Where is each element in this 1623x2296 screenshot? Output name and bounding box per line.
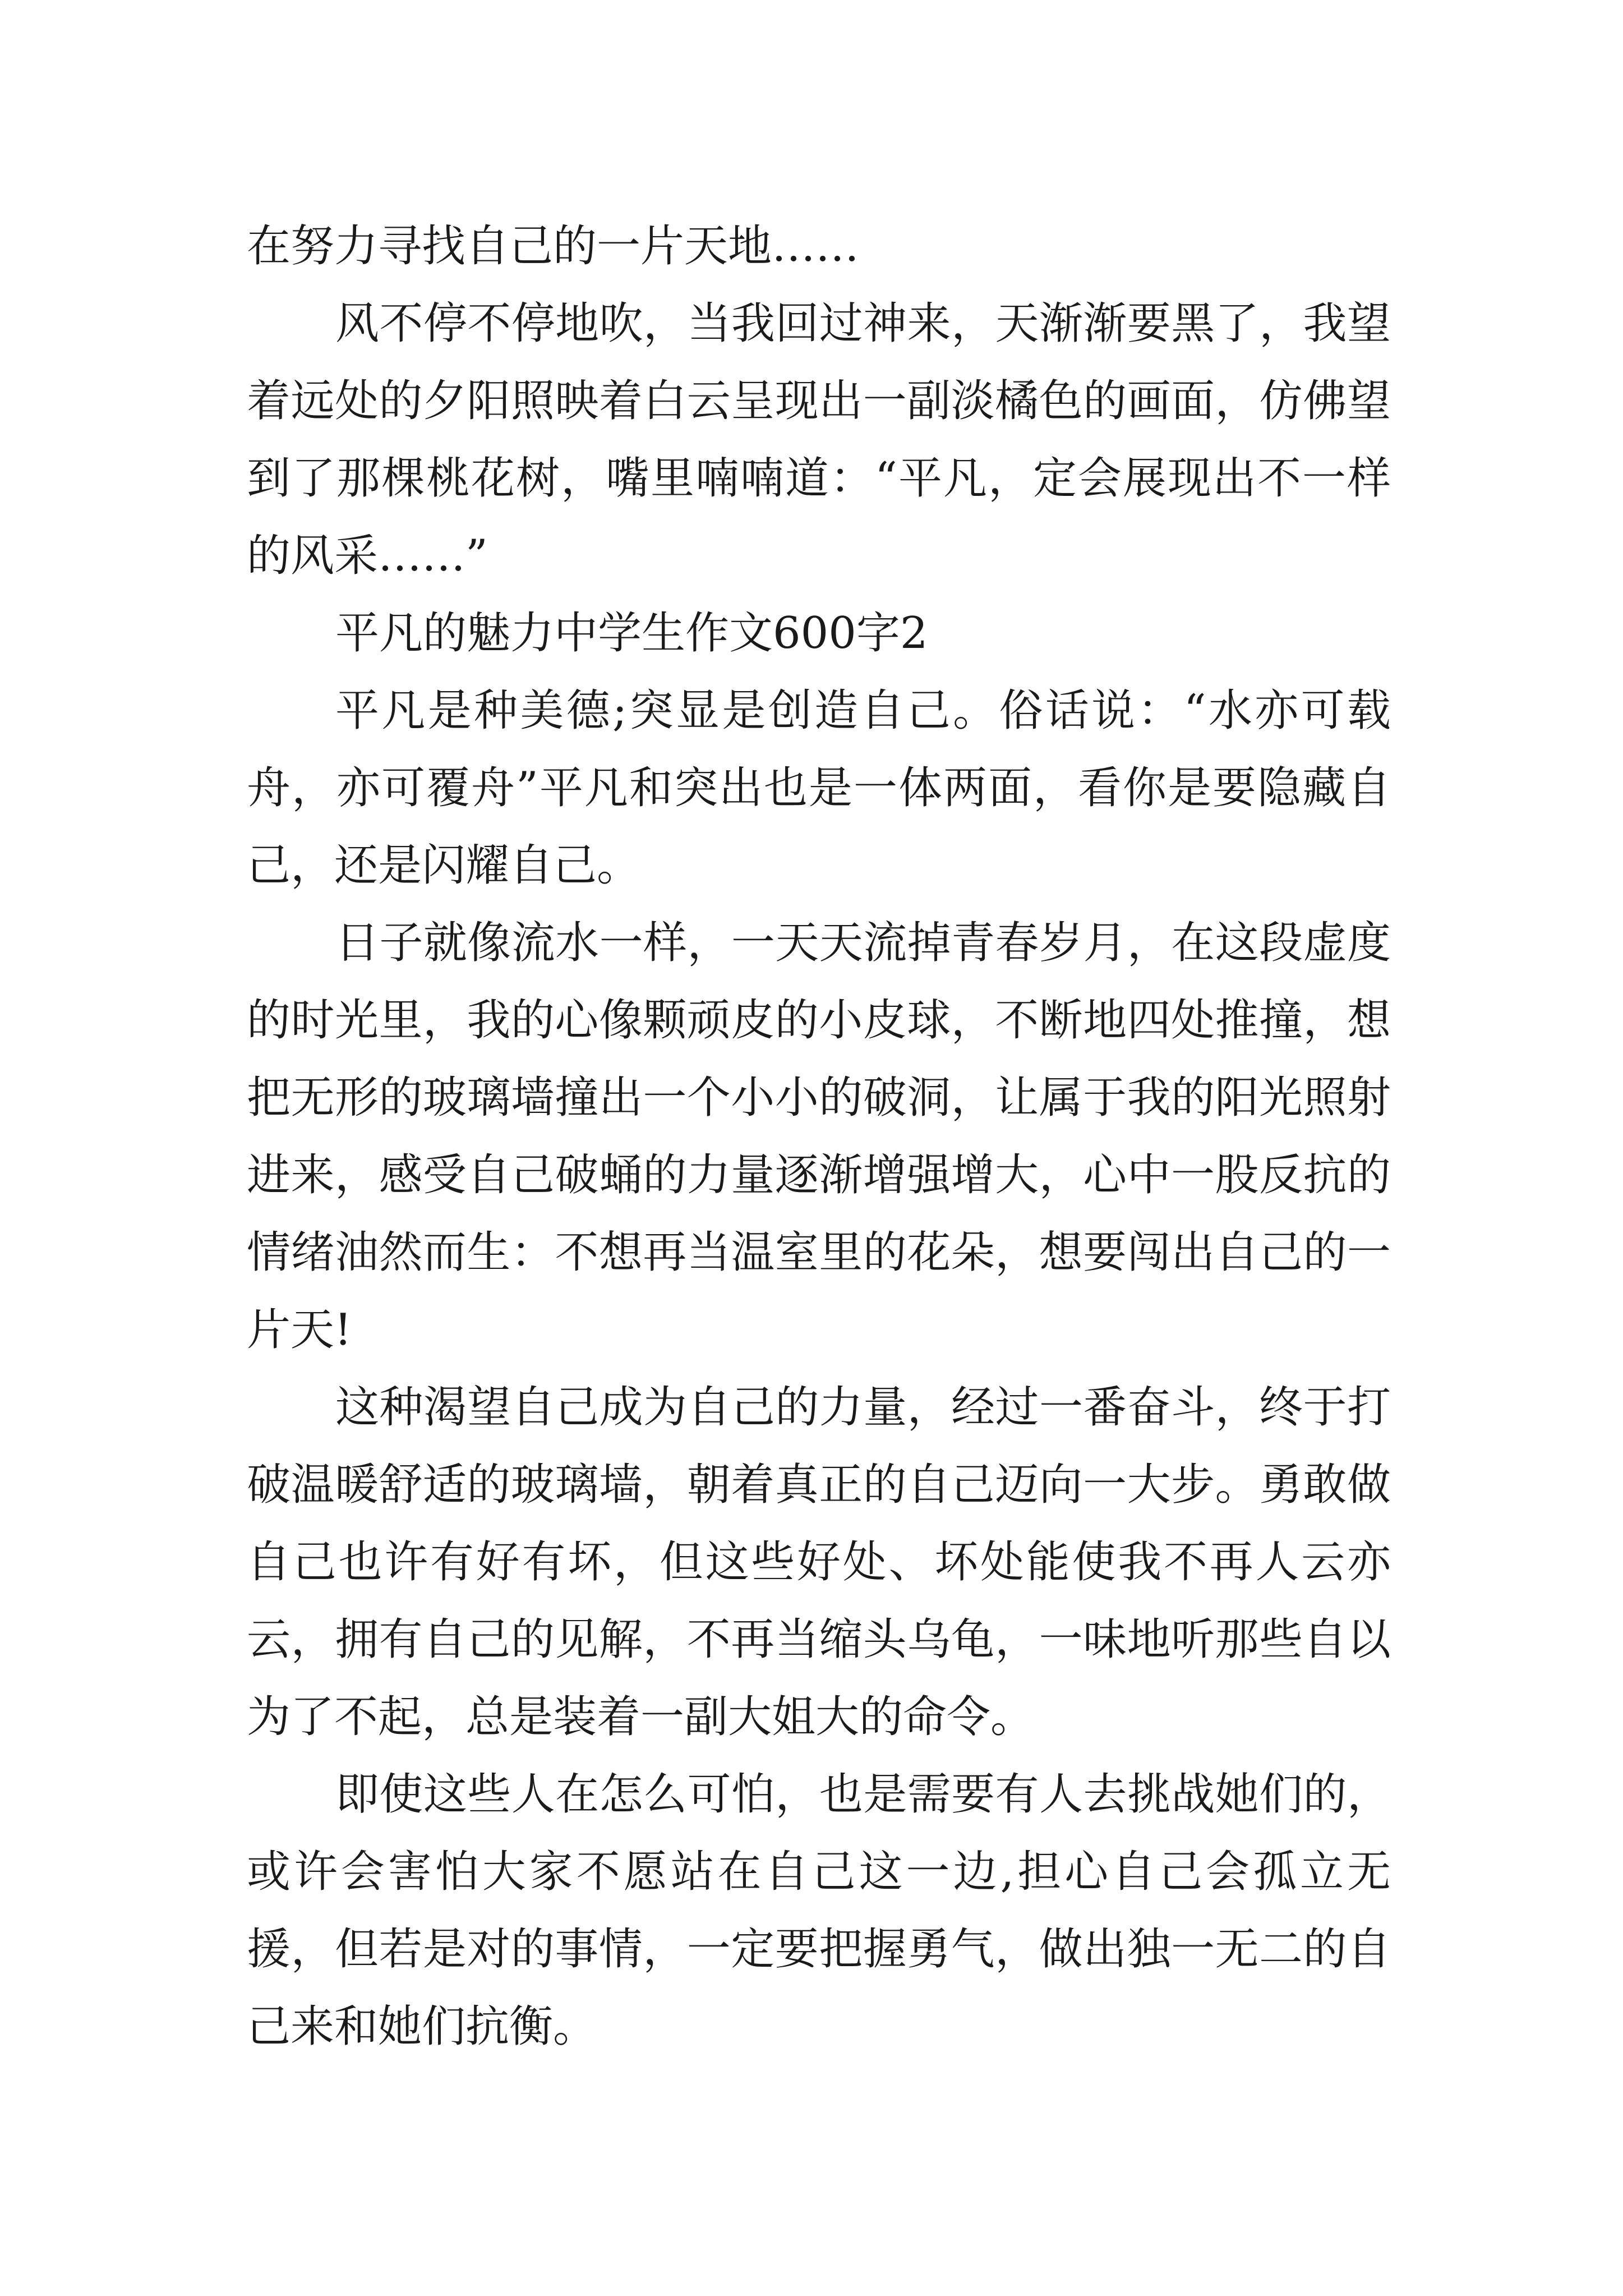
- paragraph-text: 这种渴望自己成为自己的力量，经过一番奋斗，终于打破温暖舒适的玻璃墙，朝着真正的自己迈向一大步。勇敢做自己也许有好有坏，但这些好处、坏处能使我不再人云亦云，拥有自己的见解，不再当缩头乌龟，一味地听那些自以为了不起，总是装着一副大姐大的命令。: [247, 1382, 1391, 1742]
- paragraph: [247, 672, 1391, 904]
- paragraph: [247, 1756, 1391, 2065]
- paragraph: [247, 1369, 1391, 1756]
- paragraph-text: 风不停不停地吹，当我回过神来，天渐渐要黑了，我望着远处的夕阳照映着白云呈现出一副淡橘色的画面，仿佛望到了那棵桃花树，嘴里喃喃道：“平凡，定会展现出不一样的风采……”: [247, 298, 1391, 581]
- paragraph-text: 即使这些人在怎么可怕，也是需要有人去挑战她们的，或许会害怕大家不愿站在自己这一边,担心自己会孤立无援，但若是对的事情，一定要把握勇气，做出独一无二的自己来和她们抗衡。: [247, 1769, 1391, 2052]
- document-body: [247, 208, 1391, 2065]
- paragraph: [247, 285, 1391, 595]
- heading-text: 平凡的魅力中学生作文600字2: [335, 608, 928, 659]
- essay-heading: [247, 595, 1391, 672]
- paragraph: [247, 904, 1391, 1369]
- paragraph-text: 日子就像流水一样，一天天流掉青春岁月，在这段虚度的时光里，我的心像颗顽皮的小皮球，不断地四处推撞，想把无形的玻璃墙撞出一个小小的破洞，让属于我的阳光照射进来，感受自己破蛹的力量逐渐增强增大，心中一股反抗的情绪油然而生：不想再当温室里的花朵，想要闯出自己的一片天!: [247, 918, 1391, 1355]
- paragraph-text: 在努力寻找自己的一片天地……: [247, 221, 860, 272]
- paragraph-continuation: [247, 208, 1391, 285]
- paragraph-text: 平凡是种美德;突显是创造自己。俗话说：“水亦可载舟，亦可覆舟”平凡和突出也是一体两面，看你是要隐藏自己，还是闪耀自己。: [247, 685, 1391, 891]
